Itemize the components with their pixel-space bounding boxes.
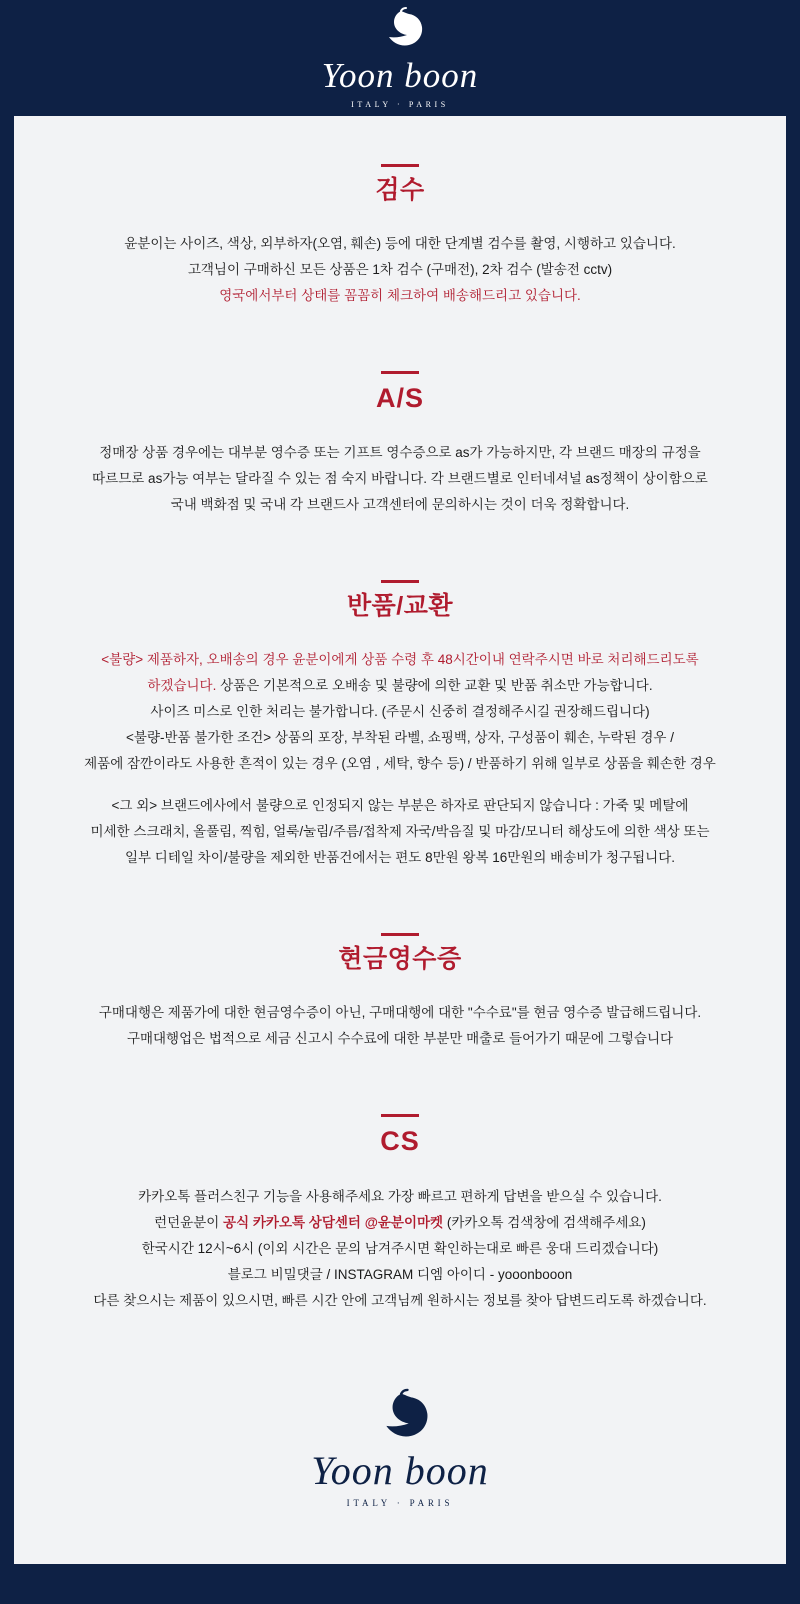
brand-subtitle-bottom: ITALY · PARIS xyxy=(346,1497,454,1508)
cs-line-2-suffix: (카카오톡 검색창에 검색해주세요) xyxy=(443,1214,646,1230)
return-line-4: <불량-반품 불가한 조건> 상품의 포장, 부착된 라벨, 쇼핑백, 상자, 구성품이 훼손, 누락된 경우 / xyxy=(126,730,674,746)
title-rule xyxy=(381,1114,419,1117)
title-rule xyxy=(381,933,419,936)
cs-line-2 xyxy=(38,1210,762,1236)
cs-line-2-prefix: 런던윤분이 xyxy=(154,1214,224,1230)
section-title-as: A/S xyxy=(375,383,424,413)
brand-logo-top xyxy=(322,7,479,109)
brand-name-bottom: Yoon boon xyxy=(311,1447,489,1493)
cs-kakao-channel[interactable]: 공식 카카오톡 상담센터 @윤분이마켓 xyxy=(223,1214,444,1230)
brand-name-top: Yoon boon xyxy=(321,56,479,95)
section-title-cash-receipt: 현금영수증 xyxy=(338,945,462,974)
return-extra-line-2: 미세한 스크래치, 올풀림, 찍힘, 얼룩/눌림/주름/접착제 자국/박음질 및 마감/모니터 해상도에 의한 색상 또는 xyxy=(90,824,710,840)
brand-subtitle-top: ITALY · PARIS xyxy=(351,100,449,109)
cs-line-5: 다른 찾으시는 제품이 있으시면, 빠른 시간 안에 고객님께 원하시는 정보를 찾아 답변드리도록 하겠습니다. xyxy=(93,1292,707,1308)
return-line-5: 제품에 잠깐이라도 사용한 흔적이 있는 경우 (오염 , 세탁, 향수 등) / 반품하기 위해 일부로 상품을 훼손한 경우 xyxy=(84,756,716,772)
section-cash-receipt xyxy=(14,933,786,1052)
return-line-2 xyxy=(38,673,762,699)
section-title-return-exchange: 반품/교환 xyxy=(346,592,454,621)
cs-line-4: 블로그 비밀댓글 / INSTAGRAM 디엠 아이디 - yooonbooon xyxy=(227,1266,573,1282)
return-line-2-rest: 상품은 기본적으로 오배송 및 불량에 의한 교환 및 반품 취소만 가능합니다. xyxy=(216,678,653,694)
section-cs xyxy=(14,1114,786,1313)
title-rule xyxy=(381,164,419,167)
inspection-line-1: 윤분이는 사이즈, 색상, 외부하자(오염, 훼손) 등에 대한 단계별 검수를 촬영, 시행하고 있습니다. xyxy=(124,236,676,251)
inspection-line-3: 영국에서부터 상태를 꼼꼼히 체크하여 배송해드리고 있습니다. xyxy=(219,288,581,303)
return-extra-line-1: <그 외> 브랜드에사에서 불량으로 인정되지 않는 부분은 하자로 판단되지 않습니다 : 가죽 및 메탈에 xyxy=(111,798,689,814)
content-sheet xyxy=(14,116,786,1564)
swan-logo-icon xyxy=(364,1388,436,1449)
section-title-inspection: 검수 xyxy=(375,176,425,204)
cs-line-3: 한국시간 12시~6시 (이외 시간은 문의 남겨주시면 확인하는대로 빠른 웅대 드리겠습니다) xyxy=(141,1240,659,1256)
title-rule xyxy=(381,371,419,374)
section-return-exchange xyxy=(14,580,786,871)
return-line-2-red: 하겠습니다. xyxy=(147,678,217,694)
return-line-1: <불량> 제품하자, 오배송의 경우 윤분이에게 상품 수령 후 48시간이내 연락주시면 바로 처리해드리도록 xyxy=(101,652,699,668)
title-rule xyxy=(381,580,419,583)
return-line-3: 사이즈 미스로 인한 처리는 불가합니다. (주문시 신중히 결정해주시길 권장해드립니다) xyxy=(150,704,650,720)
brand-logo-bottom xyxy=(311,1388,489,1508)
inspection-line-2: 고객님이 구매하신 모든 상품은 1차 검수 (구매전), 2차 검수 (발송전 cctv) xyxy=(187,262,613,277)
header-band xyxy=(0,0,800,116)
as-line-2: 따르므로 as가능 여부는 달라질 수 있는 점 숙지 바랍니다. 각 브랜드별로 인터네셔널 as정책이 상이함으로 xyxy=(92,471,708,487)
section-as xyxy=(14,371,786,518)
return-extra-line-3: 일부 디테일 차이/불량을 제외한 반품건에서는 편도 8만원 왕복 16만원의 배송비가 청구됩니다. xyxy=(124,850,676,866)
section-title-cs: CS xyxy=(380,1126,420,1157)
footer-logo-area xyxy=(14,1314,786,1564)
cash-line-2: 구매대행업은 법적으로 세금 신고시 수수료에 대한 부분만 매출로 들어가기 때문에 그렇습니다 xyxy=(126,1031,674,1047)
as-line-3: 국내 백화점 및 국내 각 브랜드사 고객센터에 문의하시는 것이 더욱 정확합니다. xyxy=(170,497,630,513)
section-inspection xyxy=(14,164,786,309)
swan-logo-icon xyxy=(371,7,429,56)
cs-line-1: 카카오톡 플러스친구 기능을 사용해주세요 가장 빠르고 편하게 답변을 받으실 수 있습니다. xyxy=(138,1188,662,1204)
return-extra-block xyxy=(38,793,762,871)
as-line-1: 정매장 상품 경우에는 대부분 영수증 또는 기프트 영수증으로 as가 가능하지만, 각 브랜드 매장의 규정을 xyxy=(99,445,701,461)
cash-line-1: 구매대행은 제품가에 대한 현금영수증이 아닌, 구매대행에 대한 "수수료"를 현금 영수증 발급해드립니다. xyxy=(98,1005,702,1021)
